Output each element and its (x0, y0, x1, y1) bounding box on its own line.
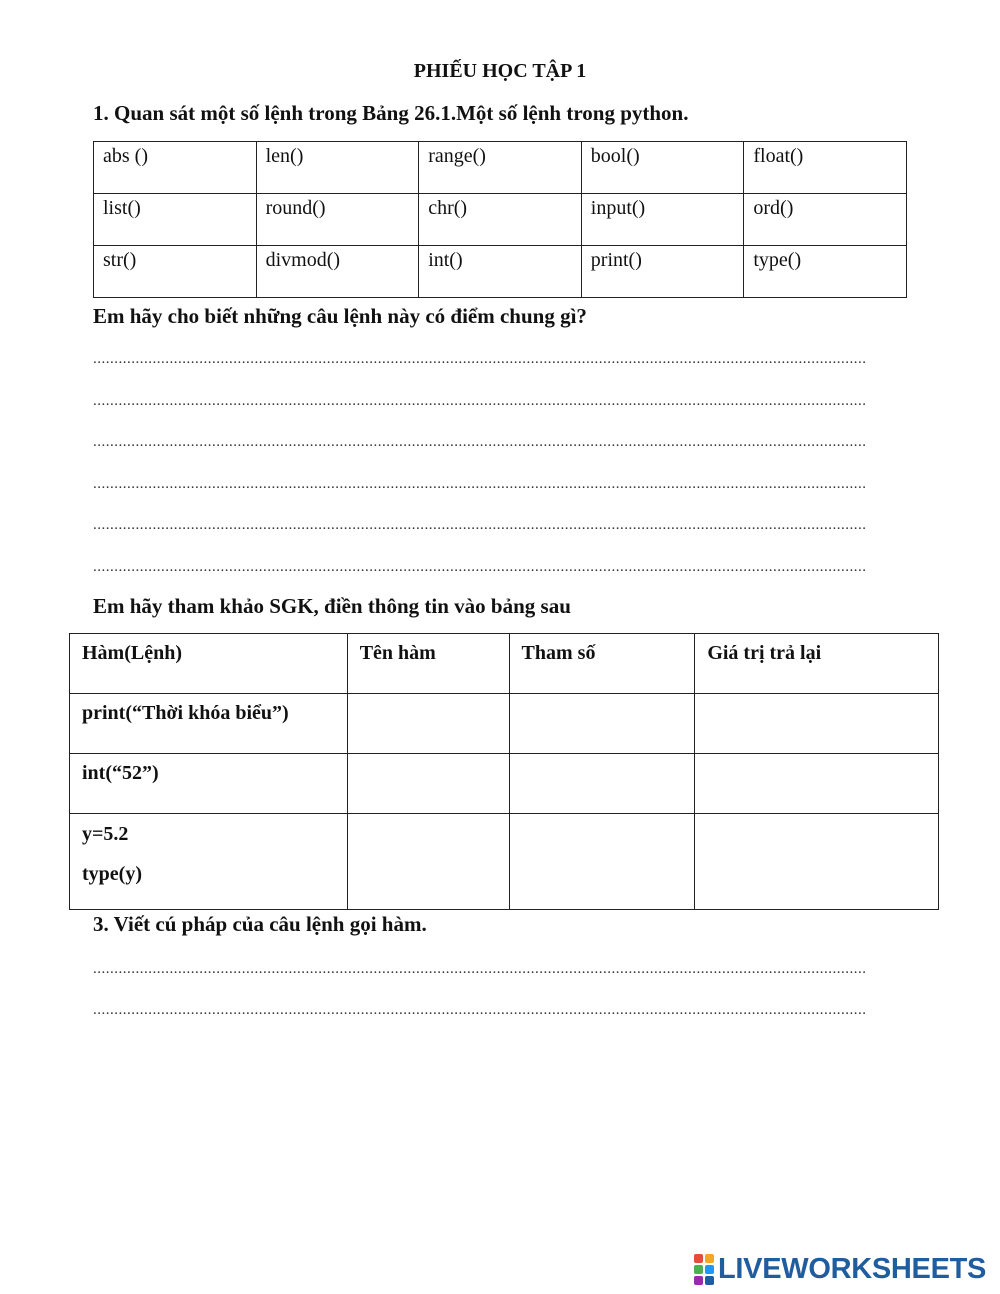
answer-line[interactable]: ...................................................................................................................................................................................... (93, 961, 867, 977)
column-header-name: Tên hàm (347, 634, 509, 694)
return-value-answer-cell[interactable] (695, 754, 939, 814)
answer-line[interactable]: ...................................................................................................................................................................................... (93, 393, 867, 409)
answer-line[interactable]: ...................................................................................................................................................................................... (93, 476, 867, 492)
name-answer-cell[interactable] (347, 814, 509, 910)
return-value-answer-cell[interactable] (695, 694, 939, 754)
command-cell: ord() (744, 194, 907, 246)
command-cell: divmod() (256, 246, 419, 298)
table-row (94, 194, 907, 246)
answer-line[interactable]: ...................................................................................................................................................................................... (93, 559, 867, 575)
answer-line[interactable]: ...................................................................................................................................................................................... (93, 517, 867, 533)
section-1-heading: 1. Quan sát một số lệnh trong Bảng 26.1.Một số lệnh trong python. (93, 101, 689, 125)
answer-line[interactable]: ...................................................................................................................................................................................... (93, 351, 867, 367)
worksheet-title: PHIẾU HỌC TẬP 1 (413, 60, 587, 82)
name-answer-cell[interactable] (347, 754, 509, 814)
section-2-heading: Em hãy tham khảo SGK, điền thông tin vào bảng sau (93, 594, 571, 618)
code-line: type(y) (82, 863, 142, 885)
logo-mark-icon (694, 1254, 714, 1285)
column-header-return-value: Giá trị trả lại (695, 634, 939, 694)
section-3-heading: 3. Viết cú pháp của câu lệnh gọi hàm. (93, 912, 427, 936)
command-cell: str() (94, 246, 257, 298)
command-cell: print() (581, 246, 744, 298)
column-header-function: Hàm(Lệnh) (70, 634, 348, 694)
table-row (94, 142, 907, 194)
parameter-answer-cell[interactable] (509, 754, 695, 814)
table-row (70, 694, 939, 754)
command-cell: len() (256, 142, 419, 194)
parameter-answer-cell[interactable] (509, 814, 695, 910)
command-cell: int() (419, 246, 582, 298)
command-cell: range() (419, 142, 582, 194)
table-row (94, 246, 907, 298)
function-cell: print(“Thời khóa biểu”) (70, 694, 348, 754)
commands-table (93, 141, 907, 298)
command-cell: list() (94, 194, 257, 246)
table-row (70, 814, 939, 910)
answer-line[interactable]: ...................................................................................................................................................................................... (93, 434, 867, 450)
logo-text: LIVEWORKSHEETS (718, 1253, 987, 1285)
return-value-answer-cell[interactable] (695, 814, 939, 910)
code-line: y=5.2 (82, 823, 129, 845)
liveworksheets-logo (694, 1253, 986, 1286)
parameter-answer-cell[interactable] (509, 694, 695, 754)
table-row (70, 754, 939, 814)
command-cell: float() (744, 142, 907, 194)
command-cell: chr() (419, 194, 582, 246)
function-info-table (69, 633, 939, 910)
column-header-parameter: Tham số (509, 634, 695, 694)
section-1-question: Em hãy cho biết những câu lệnh này có điểm chung gì? (93, 304, 587, 328)
function-cell: int(“52”) (70, 754, 348, 814)
table-header-row (70, 634, 939, 694)
function-cell (70, 814, 348, 910)
command-cell: bool() (581, 142, 744, 194)
name-answer-cell[interactable] (347, 694, 509, 754)
command-cell: input() (581, 194, 744, 246)
answer-line[interactable]: ...................................................................................................................................................................................... (93, 1002, 867, 1018)
command-cell: round() (256, 194, 419, 246)
command-cell: abs () (94, 142, 257, 194)
command-cell: type() (744, 246, 907, 298)
